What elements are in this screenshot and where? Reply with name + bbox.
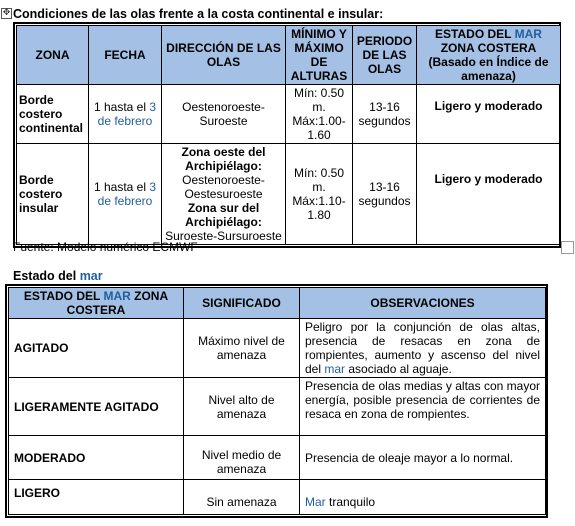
header-periodo: PERIODO DE LAS OLAS bbox=[353, 26, 417, 85]
moderado-observaciones: Presencia de oleaje mayor a lo normal. bbox=[300, 436, 546, 480]
table-header-row bbox=[9, 288, 546, 319]
ligero-obs-post: tranquilo bbox=[325, 495, 376, 509]
header2-estado-mar-link[interactable]: MAR bbox=[103, 289, 131, 303]
header-estado-mar-link[interactable]: MAR bbox=[514, 27, 542, 41]
row2-alturas: Mín: 0.50 m. Máx:1.10-1.80 bbox=[286, 144, 353, 245]
row2-fecha-pre: 1 hasta el bbox=[93, 180, 150, 194]
table-row bbox=[9, 319, 546, 378]
table-row bbox=[9, 378, 546, 436]
wave-conditions-table bbox=[16, 25, 561, 245]
header-observaciones: OBSERVACIONES bbox=[300, 288, 546, 319]
wave-conditions-title: Condiciones de las olas frente a la costa continental e insular: bbox=[13, 7, 384, 21]
header-zona: ZONA bbox=[17, 26, 89, 85]
row1-fecha-post: de febrero bbox=[97, 114, 153, 128]
row2-dir-head1: Zona oeste del Archipiélago: bbox=[181, 145, 266, 173]
ligero-estado: LIGERO bbox=[9, 480, 184, 515]
row2-direccion bbox=[162, 144, 286, 245]
row1-direccion: Oestenoroeste-Suroeste bbox=[162, 85, 286, 144]
agitado-significado: Máximo nivel de amenaza bbox=[184, 319, 300, 378]
header-estado-mar bbox=[9, 288, 184, 319]
sea-state-table bbox=[8, 287, 546, 515]
table-move-handle-icon[interactable]: ✥ bbox=[2, 8, 11, 18]
header-estado-pre: ESTADO DEL bbox=[435, 27, 515, 41]
table-row bbox=[17, 85, 561, 144]
header-alturas: MÍNIMO Y MÁXIMO DE ALTURAS bbox=[286, 26, 353, 85]
agitado-observaciones bbox=[300, 319, 546, 378]
ligeramente-agitado-estado: LIGERAMENTE AGITADO bbox=[9, 378, 184, 436]
table-header-row bbox=[17, 26, 561, 85]
ligero-obs-mar-link[interactable]: Mar bbox=[305, 495, 326, 509]
moderado-significado: Nivel medio de amenaza bbox=[184, 436, 300, 480]
resize-handle[interactable] bbox=[561, 241, 574, 254]
ligero-significado: Sin amenaza bbox=[184, 480, 300, 515]
moderado-estado: MODERADO bbox=[9, 436, 184, 480]
header-fecha: FECHA bbox=[89, 26, 162, 85]
row2-zona: Borde costero insular bbox=[17, 144, 89, 245]
row2-periodo: 13-16 segundos bbox=[353, 144, 417, 245]
row2-dir-val2: Suroeste-Sursuroeste bbox=[165, 229, 282, 243]
ligeramente-agitado-significado: Nivel alto de amenaza bbox=[184, 378, 300, 436]
row1-estado: Ligero y moderado bbox=[417, 85, 561, 144]
sea-state-title-pre: Estado del bbox=[13, 269, 80, 283]
ligero-observaciones bbox=[300, 480, 546, 515]
sea-state-title-mar-link[interactable]: mar bbox=[79, 269, 103, 283]
ligeramente-agitado-observaciones: Presencia de olas medias y altas con mayor energía, posible presencia de corrientes de resaca en zona de rompientes. bbox=[300, 378, 546, 436]
row2-dir-head2: Zona sur del Archipiélago: bbox=[185, 201, 262, 229]
row1-periodo: 13-16 segundos bbox=[353, 85, 417, 144]
agitado-estado: AGITADO bbox=[9, 319, 184, 378]
source-note: Fuente: Modelo numérico ECMWF bbox=[13, 240, 198, 254]
wave-conditions-table-frame bbox=[13, 22, 561, 248]
header-estado bbox=[417, 26, 561, 85]
row2-fecha-post: de febrero bbox=[97, 194, 153, 208]
header2-estado-pre: ESTADO DEL bbox=[23, 289, 104, 303]
agitado-obs-post: asociado al aguaje. bbox=[345, 362, 452, 376]
row2-fecha bbox=[89, 144, 162, 245]
row2-fecha-num: 3 bbox=[149, 180, 157, 194]
header-direccion: DIRECCIÓN DE LAS OLAS bbox=[162, 26, 286, 85]
sea-state-title bbox=[13, 269, 103, 283]
table-row bbox=[9, 480, 546, 515]
agitado-obs-mar-link[interactable]: mar bbox=[324, 362, 346, 376]
row1-fecha-num: 3 bbox=[149, 100, 157, 114]
header-significado: SIGNIFICADO bbox=[184, 288, 300, 319]
row1-fecha bbox=[89, 85, 162, 144]
table-row bbox=[9, 436, 546, 480]
table-row bbox=[17, 144, 561, 245]
header-estado-post: ZONA COSTERA (Basado en Índice de amenaza) bbox=[428, 41, 549, 83]
row1-fecha-pre: 1 hasta el bbox=[93, 100, 150, 114]
row1-zona: Borde costero continental bbox=[17, 85, 89, 144]
sea-state-table-frame bbox=[5, 284, 548, 518]
row2-dir-val1: Oestenoroeste-Oestesuroeste bbox=[182, 173, 265, 201]
row2-estado: Ligero y moderado bbox=[417, 144, 561, 245]
header2-estado-post: ZONA COSTERA bbox=[66, 289, 169, 317]
agitado-obs-pre: Peligro por la conjunción de olas altas, presencia de resacas en zona de rompientes, aumento y ascenso del nivel del bbox=[305, 320, 540, 376]
row1-alturas: Mín: 0.50 m. Máx:1.00-1.60 bbox=[286, 85, 353, 144]
